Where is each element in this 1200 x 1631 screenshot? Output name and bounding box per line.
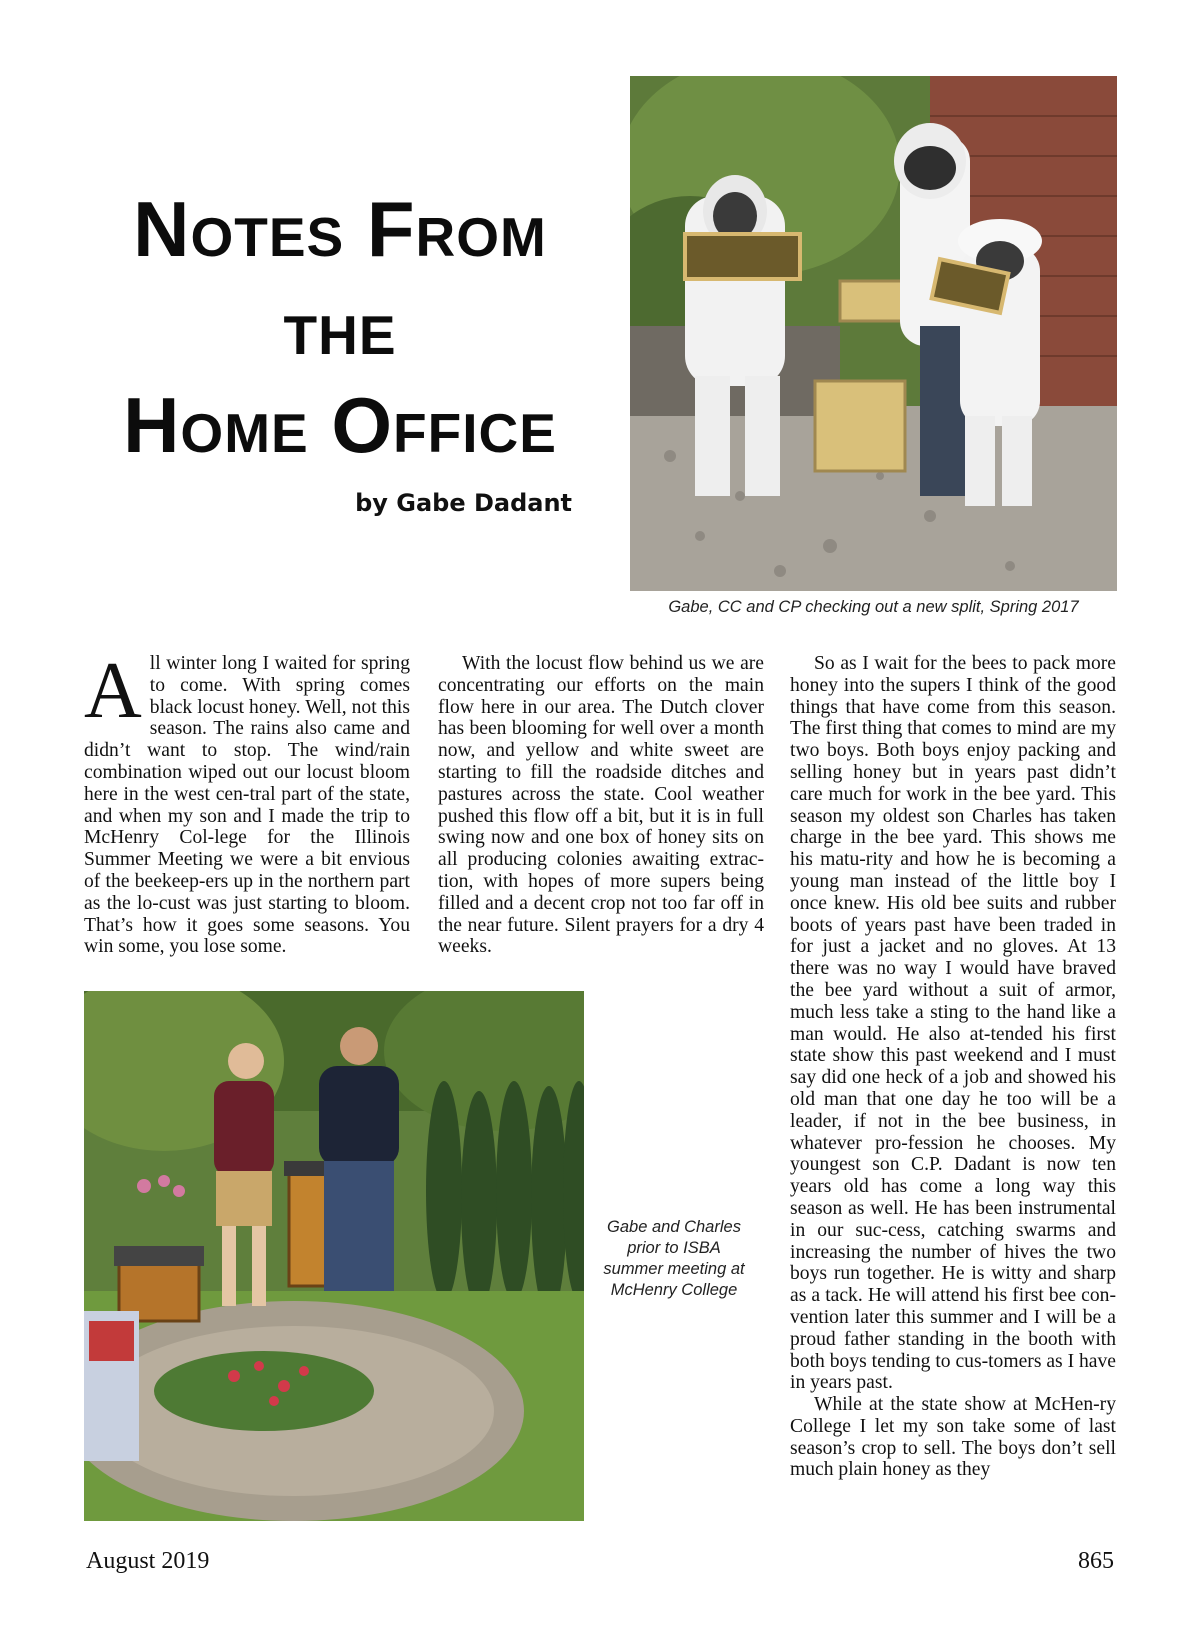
article-column-1: [84, 647, 410, 958]
title-line-1: Notes From: [133, 185, 547, 273]
article-title: [100, 180, 580, 474]
article-column-2: [438, 653, 764, 958]
article-column-3: [790, 653, 1116, 1481]
title-line-2: the: [283, 283, 397, 371]
photo-caption-bottom: [586, 1217, 762, 1301]
byline: by Gabe Dadant: [355, 489, 572, 517]
photo-caption-top: Gabe, CC and CP checking out a new split, Spring 2017: [668, 598, 1079, 616]
caption-line: McHenry College: [610, 1281, 738, 1299]
article-paragraph: [84, 647, 410, 958]
caption-line: summer meeting at: [603, 1260, 745, 1278]
photo-beekeepers-split: [630, 76, 1117, 591]
footer-date: August 2019: [86, 1548, 210, 1574]
caption-line: Gabe and Charles: [607, 1218, 741, 1236]
drop-cap: A: [84, 647, 142, 735]
caption-line: prior to ISBA: [627, 1239, 721, 1257]
article-paragraph: While at the state show at McHen-ry College I let my son take some of last season’s crop to sell. The boys don’t sell much plain honey as they: [790, 1394, 1116, 1481]
photo-gabe-and-charles: [84, 991, 584, 1521]
title-line-3: Home Office: [123, 381, 557, 469]
paragraph-text: ll winter long I waited for spring to come. With spring comes black locust honey. Well, not this season. The rains also came and didn’t want to stop. The wind/rain combination wiped out our locust bloom here in the west cen-tral part of the state, and when my son and I made the trip to McHenry Col-lege for the Illinois Summer Meeting we were a bit envious of the beekeep-ers up in the northern part as the lo-cust was just starting to bloom. That’s how it goes some seasons. You win some, you lose some.: [84, 653, 410, 958]
article-paragraph: With the locust flow behind us we are concentrating our efforts on the main flow here in our area. The Dutch clover has been blooming for well over a month now, and yellow and white sweet are starting to fill the roadside ditches and pastures across the state. Cool weather pushed this flow off a bit, but it is in full swing now and one box of honey sits on all producing colonies awaiting extrac-tion, with hopes of more supers being filled and a decent crop not too far off in the near future. Silent prayers for a dry 4 weeks.: [438, 653, 764, 958]
article-paragraph: So as I wait for the bees to pack more honey into the supers I think of the good things that have come from this season. The first thing that comes to mind are my two boys. Both boys enjoy packing and selling honey but in years past didn’t care much for work in the bee yard. This season my oldest son Charles has taken charge in the bee yard. This shows me his matu-rity and how he is becoming a young man instead of the little boy I once knew. His old bee suits and rubber boots of years past have been traded in for just a jacket and no gloves. At 13 there was no way I would have braved the bee yard without a suit of armor, much less take a sting to the hand like a man would. He also at-tended his first state show this past weekend and I must say did one heck of a job and showed his old man that one day he too will be a leader, if not in the bee business, in whatever pro-fession he chooses. My youngest son C.P. Dadant is now ten years old has come a long way this season as well. He has been instrumental in our suc-cess, catching swarms and increasing the number of hives the two boys run together. He is witty and sharp as a tack. He will attend his first bee con-vention later this summer and I will be a proud father standing in the booth with both boys tending to cus-tomers as I have in years past.: [790, 653, 1116, 1394]
page-number: 865: [1078, 1548, 1114, 1574]
